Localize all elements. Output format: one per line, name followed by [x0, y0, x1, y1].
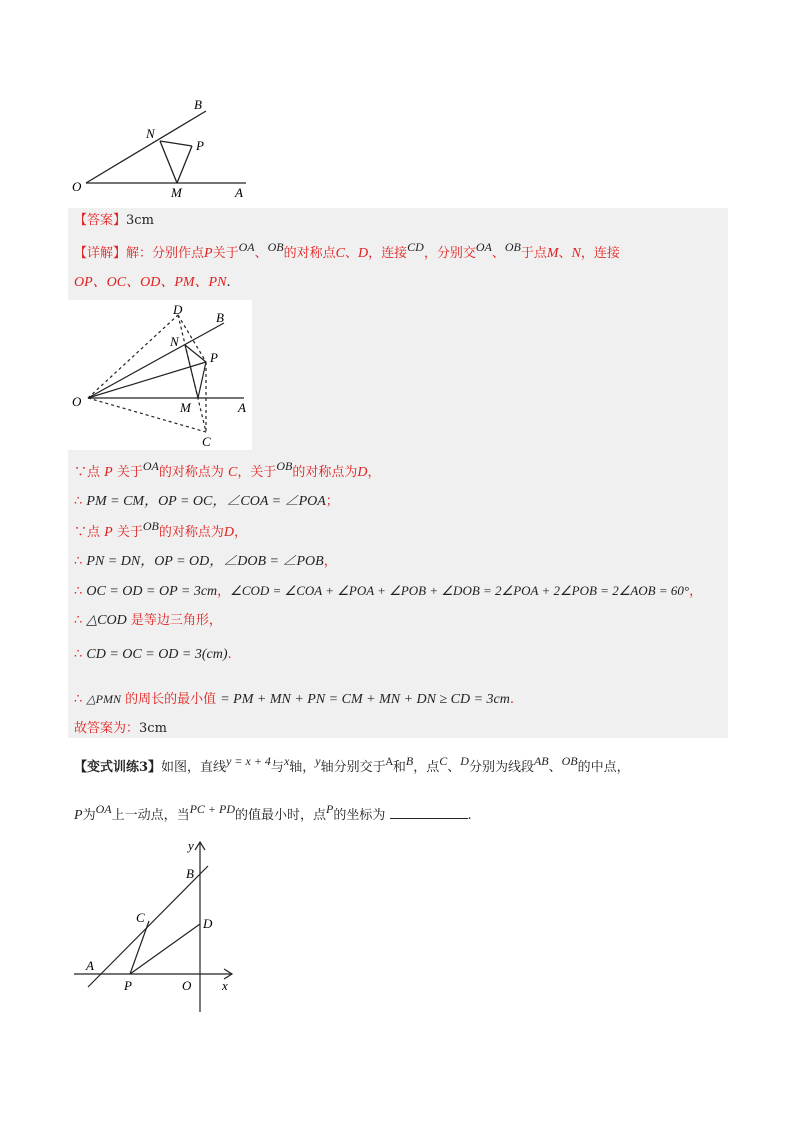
figure-2: [68, 300, 252, 450]
answer-line: [74, 212, 154, 230]
step-4: ∴ PN = DN，OP = OD，∠DOB = ∠POB，: [74, 554, 337, 569]
answer-value: 3cm: [126, 213, 154, 228]
segment-np: [160, 141, 192, 146]
step-7: ∴ CD = OC = OD = 3(cm).: [74, 647, 232, 662]
label-m: M: [180, 400, 191, 415]
label-m: M: [171, 185, 182, 200]
label-c: C: [202, 434, 211, 449]
answer-blank: [390, 806, 468, 819]
step-8: ∴ △PMN 的周长的最小值 = PM + MN + PN = CM + MN + DN ≥ CD = 3cm.: [74, 692, 515, 707]
segment-pm: [177, 146, 192, 183]
label-p: P: [196, 138, 204, 153]
detail-tag: 【详解】: [74, 246, 127, 261]
label-p: P: [210, 350, 218, 365]
problem-tag: 【变式训练3】: [74, 760, 162, 775]
problem-line-1: 【变式训练3】如图，直线y = x + 4与x轴，y轴分别交于$^A$和B，点C、D分别为线段AB、OB的中点，: [74, 754, 630, 775]
label-n: N: [170, 334, 179, 349]
label-a: A: [235, 185, 243, 200]
ray-ob: [86, 111, 206, 183]
label-p: P: [124, 978, 132, 993]
label-o: O: [182, 978, 192, 993]
segment-nm: [160, 141, 177, 183]
label-b: B: [194, 97, 202, 112]
line-ab: [88, 866, 208, 987]
label-y: y: [188, 838, 194, 853]
label-d: D: [203, 916, 213, 931]
problem-line-2: P为OA上一动点，当PC + PD的值最小时，点P的坐标为 .: [74, 802, 472, 823]
label-b: B: [186, 866, 194, 881]
label-c: C: [136, 910, 145, 925]
answer-tag: 【答案】: [74, 213, 127, 228]
label-x: x: [222, 978, 228, 993]
step-1: ∵点 P 关于OA的对称点为 C，关于OB的对称点为D，: [74, 459, 381, 480]
segment-pd: [130, 924, 200, 974]
detail-line-2: OP、OC、OD、PM、PN.: [74, 275, 231, 290]
label-n: N: [146, 126, 155, 141]
step-5: ∴ OC = OD = OP = 3cm，∠COD = ∠COA + ∠POA + ∠POB + ∠DOB = 2∠POA + 2∠POB = 2∠AOB = 60°，: [74, 583, 703, 599]
label-o: O: [72, 179, 82, 194]
figure-1: [70, 94, 270, 204]
step-9: 故答案为：3cm: [74, 721, 167, 736]
label-a: A: [238, 400, 246, 415]
step-6: ∴ △COD 是等边三角形，: [74, 613, 222, 628]
detail-line-1: 【详解】解：分别作点P关于OA、OB的对称点C、D，连接CD，分别交OA、OB于点M、N，连接: [74, 240, 620, 261]
segment-pc: [130, 921, 149, 974]
label-d: D: [173, 302, 183, 317]
step-3: ∵点 P 关于OB的对称点为D，: [74, 519, 247, 540]
label-o: O: [72, 394, 82, 409]
figure-3: [70, 836, 250, 1016]
label-b: B: [216, 310, 224, 325]
label-a: A: [86, 958, 94, 973]
step-2: ∴ PM = CM，OP = OC，∠COA = ∠POA；: [74, 494, 339, 509]
